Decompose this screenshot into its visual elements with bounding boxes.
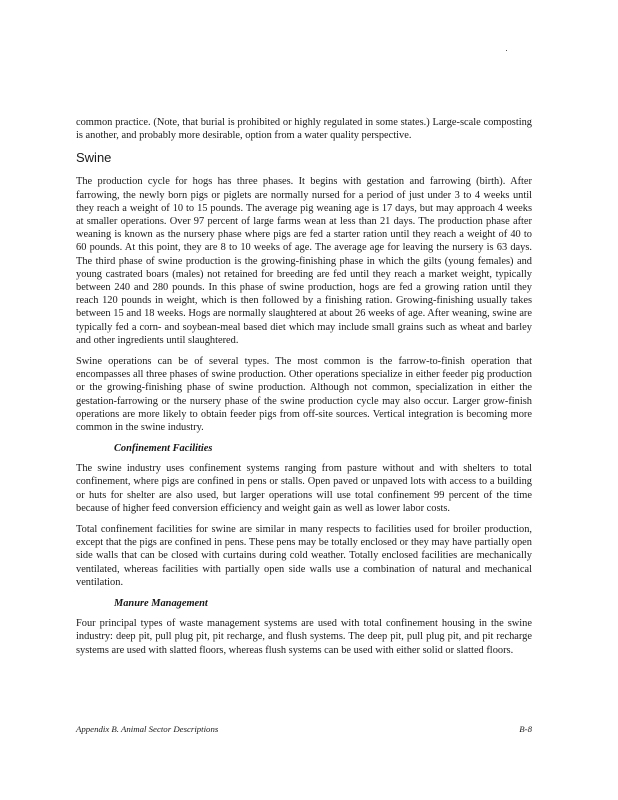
- document-body: [76, 116, 532, 665]
- confinement-paragraph-systems: The swine industry uses confinement systems ranging from pasture without and with shelters to total confinement, where pigs are confined in pens or stalls. Open paved or unpaved lots with access to a building or huts for shelter are also used, but larger operations will use total confinement 99 percent of the time because of higher feed conversion efficiency and weight gain as well as lower labor costs.: [76, 463, 532, 514]
- manure-paragraph-systems: Four principal types of waste management systems are used with total confinement housing in the swine industry: deep pit, pull plug pit, pit recharge, and flush systems. The deep pit, pull plug pit, and pit recharge systems are used with slatted floors, whereas flush systems can be used with either solid or slatted floors.: [76, 618, 532, 656]
- swine-paragraph-operations: Swine operations can be of several types. The most common is the farrow-to-finish operation that encompasses all three phases of swine production. Other operations specialize in either feeder pig production or the growing-finishing phase of swine production. Although not common, specialization in either the gestation-farrowing or the nursery phase of the swine production cycle may also occur. Larger grow-finish operations are more likely to obtain feeder pigs from off-site sources. Vertical integration is becoming more common in the swine industry.: [76, 356, 532, 434]
- confinement-paragraph-facilities: Total confinement facilities for swine are similar in many respects to facilities used for broiler production, except that the pigs are confined in pens. These pens may be totally enclosed or they may have partially open side walls that can be closed with curtains during cold weather. Totally enclosed facilities are mechanically ventilated, whereas facilities with partially open side walls use a combination of natural and mechanical ventilation.: [76, 524, 532, 588]
- subsection-title-manure: Manure Management: [114, 598, 208, 610]
- subsection-title-confinement: Confinement Facilities: [114, 443, 213, 455]
- footer-appendix-title: Appendix B. Animal Sector Descriptions: [76, 724, 219, 734]
- section-title-swine: Swine: [76, 150, 112, 166]
- carryover-paragraph: common practice. (Note, that burial is prohibited or highly regulated in some states.) Large-scale composting is another, and probably more desirable, option from a water quality perspective.: [76, 117, 532, 142]
- swine-paragraph-production-cycle: The production cycle for hogs has three phases. It begins with gestation and farrowing (birth). After farrowing, the newly born pigs or piglets are normally nursed for a period of just under 3 to 4 weeks until they reach a weight of 10 to 15 pounds. The average pig weaning age is 17 days, but may approach 4 weeks at smaller operations. Over 97 percent of large farms wean at less than 21 days. The production phase after weaning is known as the nursery phase where pigs are fed a starter ration until they reach a weight of 40 to 60 pounds. At this point, they are 8 to 10 weeks of age. The average age for leaving the nursery is 63 days. The third phase of swine production is the growing-finishing phase in which the gilts (young females) and young castrated boars (males) not retained for breeding are fed until they reach a market weight, typically between 240 and 280 pounds. In this phase of swine production, hogs are fed a growing ration until they reach 120 pounds in weight, which is then followed by a finishing ration. Growing-finishing usually takes between 15 and 18 weeks. Hogs are normally slaughtered at about 26 weeks of age. After weaning, swine are typically fed a corn- and soybean-meal based diet which may include small grains such as wheat and barley and other ingredients until slaughtered.: [76, 176, 532, 346]
- footer-page-number: B-8: [519, 724, 532, 734]
- scan-speck: [506, 50, 507, 51]
- page-footer: [76, 724, 532, 734]
